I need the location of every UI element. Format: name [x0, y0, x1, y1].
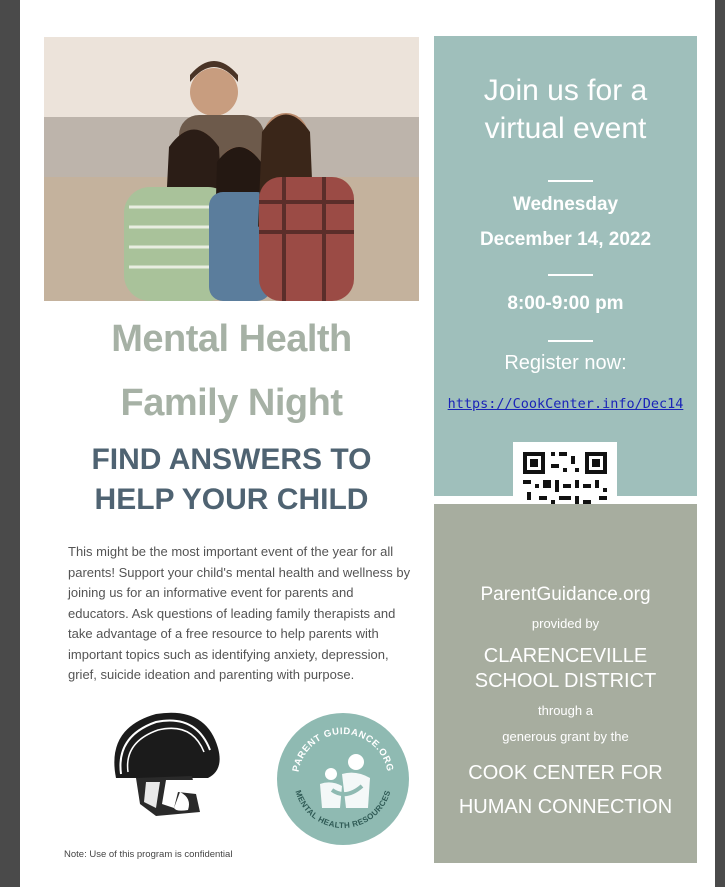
- grant-label: generous grant by the: [502, 729, 629, 744]
- event-description: This might be the most important event of the year for all parents! Support your child's mental health and wellness by joining us for an informative event for parents and educators. Ask questions of leading family therapists and take advantage of a free resource to help parents with important topics such as identifying anxiety, depression, grief, suicide ideation and parenting with purpose.: [68, 544, 411, 682]
- join-line2: virtual event: [484, 112, 647, 145]
- provider-panel: [434, 504, 697, 863]
- confidential-note: Note: Use of this program is confidential: [64, 849, 233, 860]
- center-line1: COOK CENTER FOR: [468, 762, 663, 784]
- district-line2: SCHOOL DISTRICT: [474, 670, 657, 692]
- subheading-line1: FIND ANSWERS TO: [91, 443, 372, 476]
- event-day: Wednesday: [512, 194, 619, 215]
- divider: [548, 340, 593, 342]
- flyer-page: [20, 0, 715, 887]
- registration-link[interactable]: https://CookCenter.info/Dec14: [447, 396, 684, 412]
- provided-by-label: provided by: [531, 616, 600, 631]
- register-label: Register now:: [504, 352, 627, 374]
- family-photo: [44, 37, 419, 301]
- center-name: [434, 756, 697, 824]
- spartan-helmet-logo: [96, 708, 226, 818]
- district-name: [434, 644, 697, 694]
- site-name: ParentGuidance.org: [480, 584, 651, 605]
- center-line2: HUMAN CONNECTION: [458, 796, 673, 818]
- parent-guidance-logo: [276, 712, 410, 846]
- join-line1: Join us for a: [483, 74, 648, 107]
- logo-ring-top: PARENT GUIDANCE.ORG: [290, 725, 396, 773]
- through-label: through a: [538, 703, 593, 718]
- event-details-panel: [434, 36, 697, 496]
- heading-mental-health: Mental Health: [111, 318, 352, 360]
- divider: [548, 180, 593, 182]
- logo-ring-bottom: MENTAL HEALTH RESOURCES: [293, 789, 393, 831]
- subheading-line2: HELP YOUR CHILD: [94, 483, 369, 516]
- join-heading: [434, 72, 697, 148]
- district-line1: CLARENCEVILLE: [483, 645, 648, 667]
- heading-family-night: Family Night: [120, 382, 343, 424]
- event-date: December 14, 2022: [479, 229, 652, 250]
- divider: [548, 274, 593, 276]
- event-time: 8:00-9:00 pm: [507, 293, 624, 314]
- subheading: [44, 440, 419, 520]
